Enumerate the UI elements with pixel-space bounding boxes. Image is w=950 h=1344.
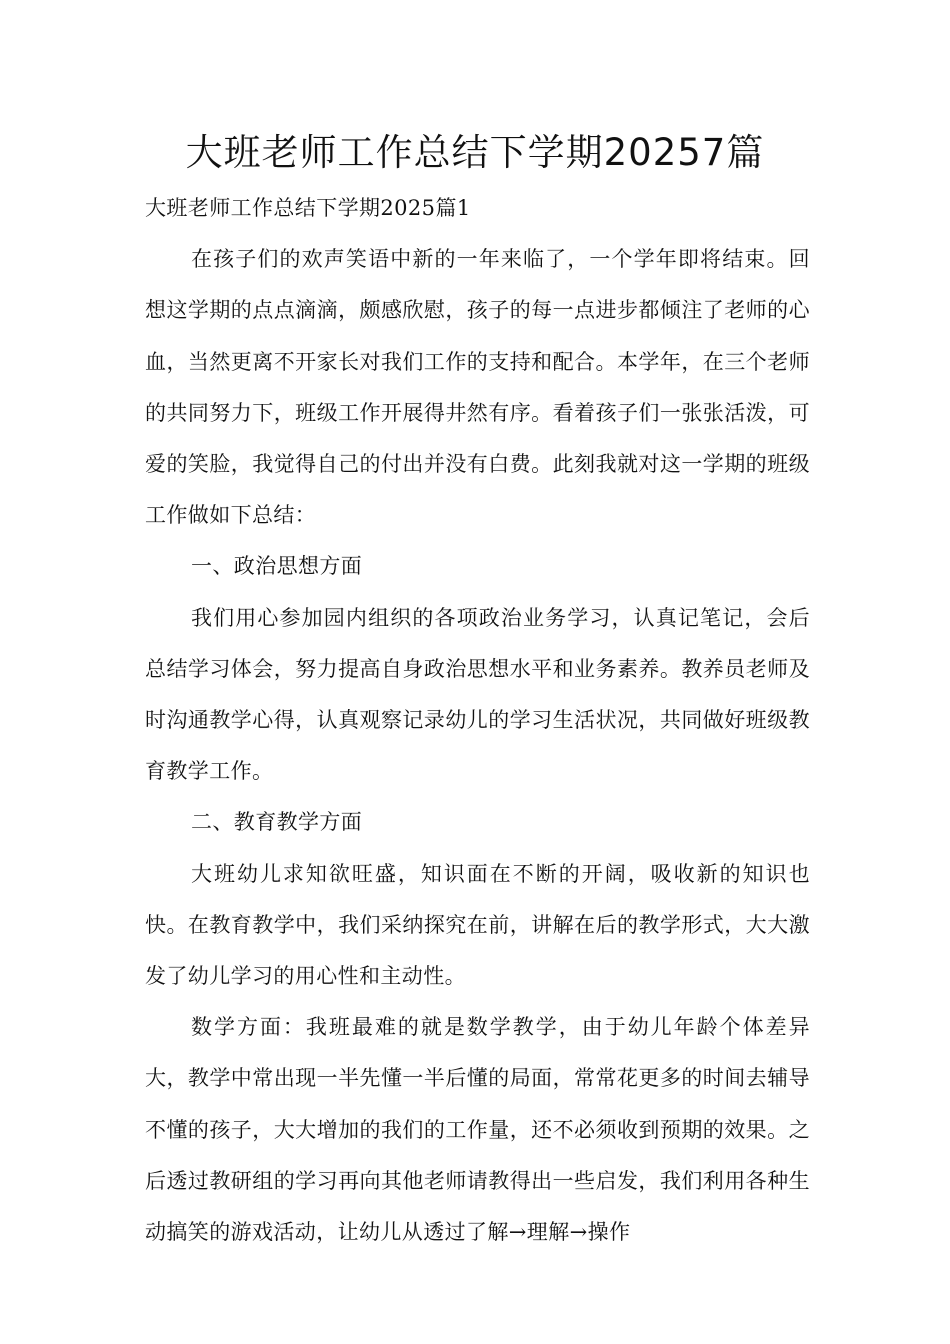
- education-teaching-paragraph: 大班幼儿求知欲旺盛，知识面在不断的开阔，吸收新的知识也快。在教育教学中，我们采纳探究在前，讲解在后的教学形式，大大激发了幼儿学习的用心性和主动性。: [145, 861, 810, 989]
- political-thought-paragraph: 我们用心参加园内组织的各项政治业务学习，认真记笔记，会后总结学习体会，努力提高自身政治思想水平和业务素养。教养员老师及时沟通教学心得，认真观察记录幼儿的学习生活状况，共同做好班级教育教学工作。: [145, 605, 810, 784]
- intro-paragraph: 在孩子们的欢声笑语中新的一年来临了，一个学年即将结束。回想这学期的点点滴滴，颇感欣慰，孩子的每一点进步都倾注了老师的心血，当然更离不开家长对我们工作的支持和配合。本学年，在三个老师的共同努力下，班级工作开展得井然有序。看着孩子们一张张活泼，可爱的笑脸，我觉得自己的付出并没有白费。此刻我就对这一学期的班级工作做如下总结：: [145, 247, 810, 528]
- heading-political-thought: 一、政治思想方面: [191, 554, 363, 579]
- document-title: 大班老师工作总结下学期20257篇: [185, 131, 765, 174]
- document-body: [145, 183, 810, 1258]
- heading-education-teaching: 二、教育教学方面: [191, 810, 363, 835]
- section-subtitle: 大班老师工作总结下学期2025篇1: [145, 196, 471, 220]
- math-paragraph: 数学方面：我班最难的就是数学教学，由于幼儿年龄个体差异大，教学中常出现一半先懂一半后懂的局面，常常花更多的时间去辅导不懂的孩子，大大增加的我们的工作量，还不必须收到预期的效果。之后透过教研组的学习再向其他老师请教得出一些启发，我们利用各种生动搞笑的游戏活动，让幼儿从透过了解→理解→操作: [145, 1015, 810, 1245]
